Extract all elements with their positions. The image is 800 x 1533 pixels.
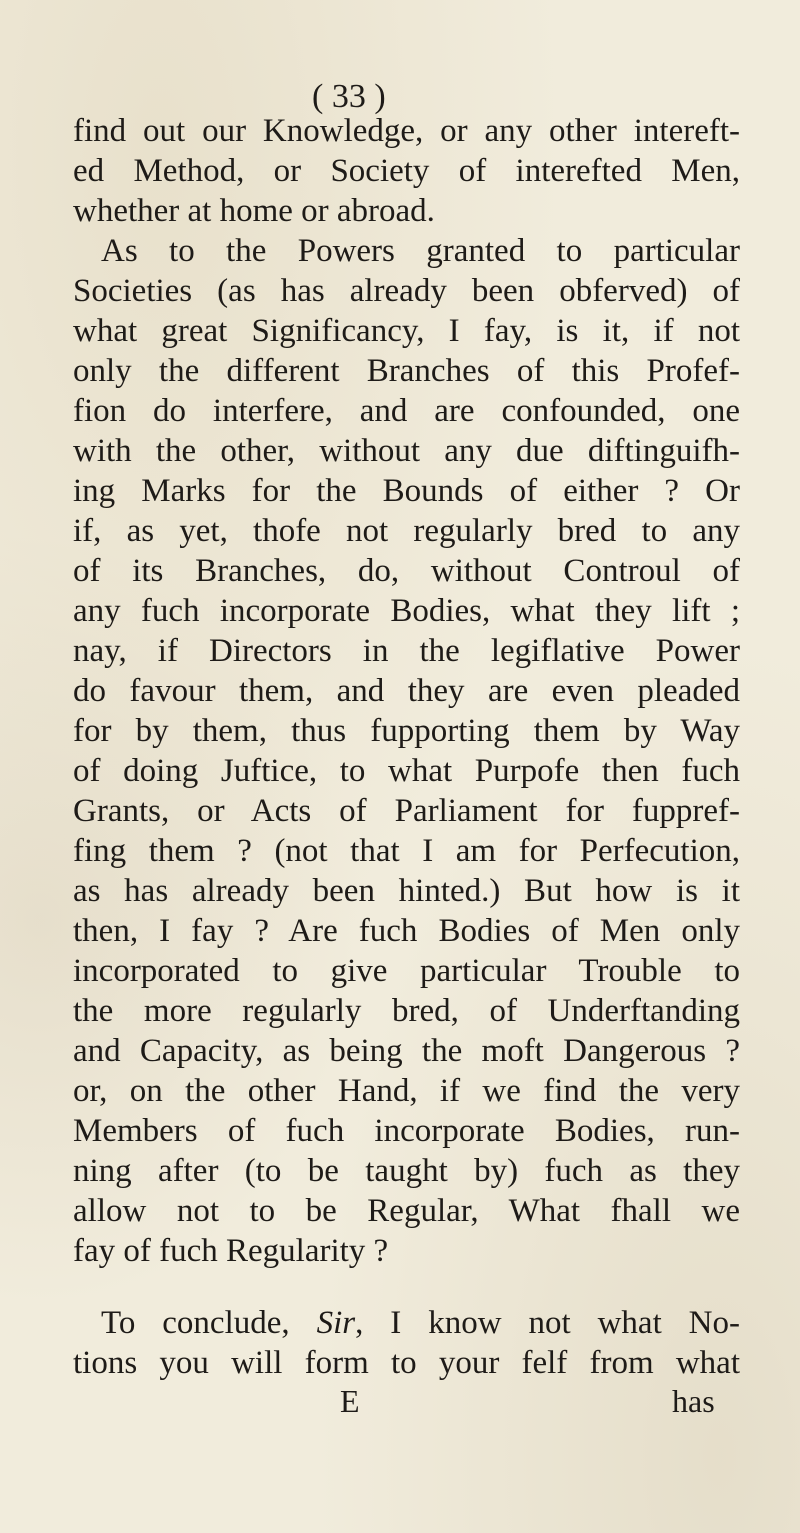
page-number: ( 33 ): [312, 78, 386, 115]
line-14: nay, if Directors in the legiflative Power: [73, 633, 740, 669]
line-22: incorporated to give particular Trouble to: [73, 953, 740, 989]
line-26: Members of fuch incorporate Bodies, run-: [73, 1113, 740, 1149]
line-15: do favour them, and they are even pleaded: [73, 673, 740, 709]
line-29: fay of fuch Regularity ?: [73, 1233, 389, 1269]
line-9: with the other, without any due diftinguifh-: [73, 433, 740, 469]
line-17: of doing Juftice, to what Purpofe then fuch: [73, 753, 740, 789]
line-11: if, as yet, thofe not regularly bred to any: [73, 513, 740, 549]
line-10: ing Marks for the Bounds of either ? Or: [73, 473, 740, 509]
line-7: only the different Branches of this Profef-: [73, 353, 740, 389]
catchword: has: [672, 1383, 715, 1419]
line-24: and Capacity, as being the moft Dangerous ?: [73, 1033, 740, 1069]
line-23: the more regularly bred, of Underftanding: [73, 993, 740, 1029]
line-4: As to the Powers granted to particular: [101, 233, 740, 269]
line-6: what great Significancy, I fay, is it, if not: [73, 313, 740, 349]
line-16: for by them, thus fupporting them by Way: [73, 713, 740, 749]
line-27: ning after (to be taught by) fuch as they: [73, 1153, 740, 1189]
line-30: To conclude, Sir, I know not what No-: [101, 1305, 740, 1341]
line-31: tions you will form to your felf from what: [73, 1345, 740, 1381]
line-25: or, on the other Hand, if we find the very: [73, 1073, 740, 1109]
line-5: Societies (as has already been obferved) of: [73, 273, 740, 309]
line-13: any fuch incorporate Bodies, what they lift ;: [73, 593, 740, 629]
line-20: as has already been hinted.) But how is it: [73, 873, 740, 909]
line-8: fion do interfere, and are confounded, one: [73, 393, 740, 429]
line-19: fing them ? (not that I am for Perfecution,: [73, 833, 740, 869]
signature-mark: E: [340, 1383, 360, 1419]
line-3: whether at home or abroad.: [73, 193, 435, 229]
line-18: Grants, or Acts of Parliament for fuppref-: [73, 793, 740, 829]
line-21: then, I fay ? Are fuch Bodies of Men only: [73, 913, 740, 949]
line-2: ed Method, or Society of interefted Men,: [73, 153, 740, 189]
line-1: find out our Knowledge, or any other intereft-: [73, 113, 740, 149]
line-12: of its Branches, do, without Controul of: [73, 553, 740, 589]
line-28: allow not to be Regular, What fhall we: [73, 1193, 740, 1229]
